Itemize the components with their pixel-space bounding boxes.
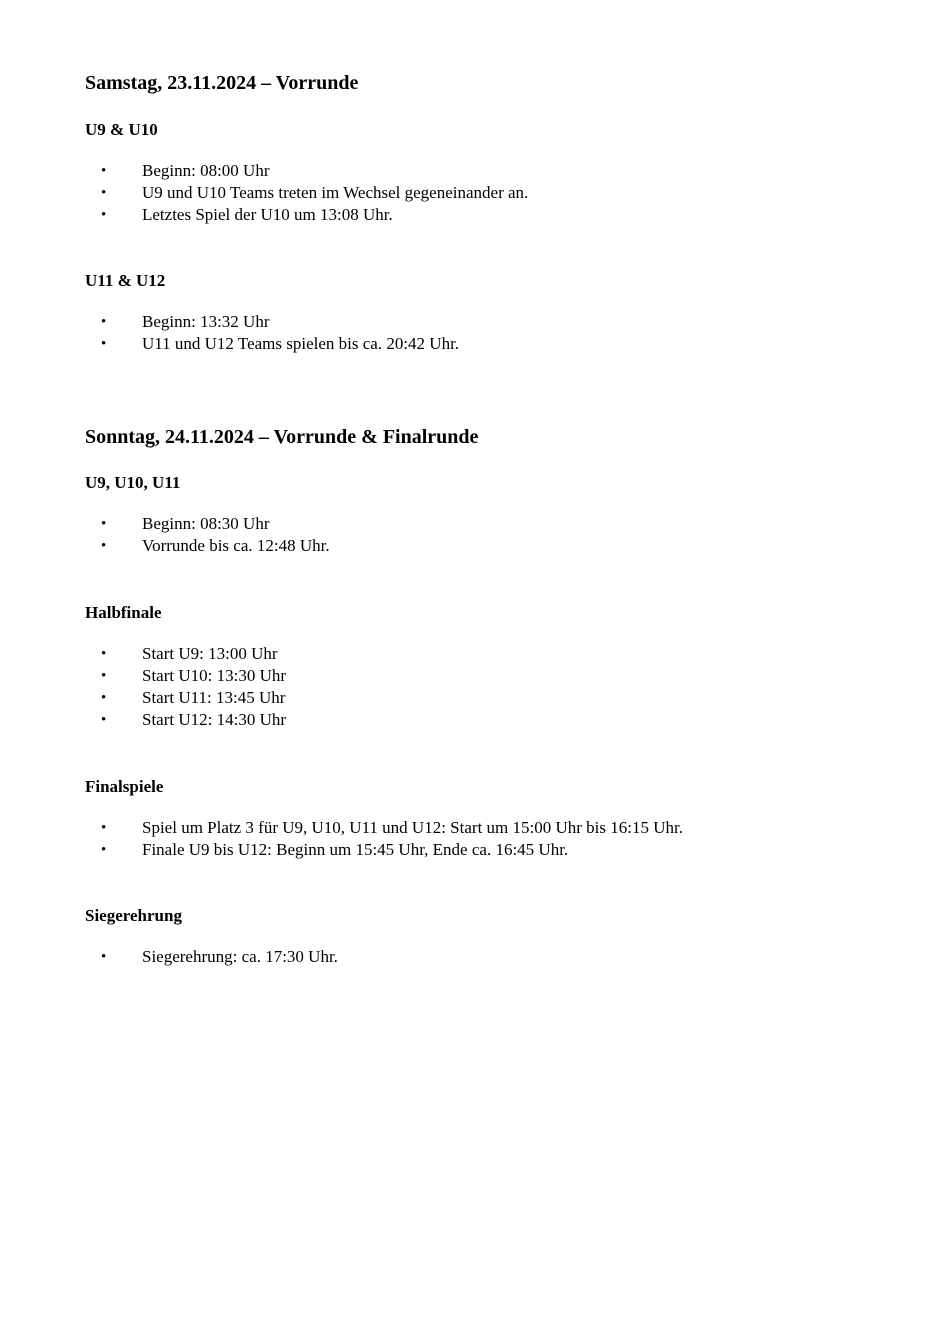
list-item — [0, 182, 528, 204]
list-item-text: Start U10: 13:30 Uhr — [142, 666, 287, 685]
list-item-text: Vorrunde bis ca. 12:48 Uhr. — [142, 536, 330, 555]
group-heading-finalspiele: Finalspiele — [85, 777, 164, 796]
list-item — [0, 535, 330, 557]
bullet-icon: • — [101, 185, 107, 201]
bullet-icon: • — [101, 949, 107, 965]
list-item — [0, 643, 286, 665]
bullet-icon: • — [101, 314, 107, 330]
list-item — [0, 333, 459, 355]
bullet-icon: • — [101, 336, 107, 352]
list-item-text: Beginn: 13:32 Uhr — [142, 312, 270, 331]
list-item-text: Start U12: 14:30 Uhr — [142, 710, 287, 729]
list-item — [0, 817, 683, 839]
list-item — [0, 687, 286, 709]
list-item-text: Spiel um Platz 3 für U9, U10, U11 und U12: Start um 15:00 Uhr bis 16:15 Uhr. — [142, 818, 683, 837]
bullet-list-u9-u10 — [0, 160, 528, 226]
list-item — [0, 709, 286, 731]
list-item-text: Letztes Spiel der U10 um 13:08 Uhr. — [142, 205, 393, 224]
list-item-text: Start U9: 13:00 Uhr — [142, 644, 278, 663]
list-item-text: U11 und U12 Teams spielen bis ca. 20:42 Uhr. — [142, 334, 460, 353]
day-heading-saturday: Samstag, 23.11.2024 – Vorrunde — [85, 72, 359, 94]
list-item-text: Beginn: 08:00 Uhr — [142, 161, 270, 180]
list-item-text: Finale U9 bis U12: Beginn um 15:45 Uhr, Ende ca. 16:45 Uhr. — [142, 840, 569, 859]
bullet-icon: • — [101, 538, 107, 554]
list-item — [0, 160, 528, 182]
bullet-icon: • — [101, 712, 107, 728]
list-item-text: Siegerehrung: ca. 17:30 Uhr. — [142, 947, 338, 966]
list-item-text: U9 und U10 Teams treten im Wechsel gegeneinander an. — [142, 183, 529, 202]
bullet-list-siegerehrung — [0, 946, 338, 968]
group-heading-u9-u10: U9 & U10 — [85, 120, 158, 139]
bullet-icon: • — [101, 690, 107, 706]
list-item — [0, 204, 528, 226]
bullet-icon: • — [101, 646, 107, 662]
bullet-list-u9-u10-u11 — [0, 513, 330, 557]
bullet-icon: • — [101, 516, 107, 532]
list-item-text: Beginn: 08:30 Uhr — [142, 514, 270, 533]
list-item-text: Start U11: 13:45 Uhr — [142, 688, 286, 707]
bullet-list-finalspiele — [0, 817, 683, 861]
group-heading-u11-u12: U11 & U12 — [85, 271, 166, 290]
list-item — [0, 311, 459, 333]
bullet-icon: • — [101, 668, 107, 684]
group-heading-halbfinale: Halbfinale — [85, 603, 162, 622]
bullet-icon: • — [101, 820, 107, 836]
list-item — [0, 946, 338, 968]
bullet-icon: • — [101, 207, 107, 223]
bullet-list-u11-u12 — [0, 311, 459, 355]
group-heading-u9-u10-u11: U9, U10, U11 — [85, 473, 181, 492]
bullet-icon: • — [101, 163, 107, 179]
list-item — [0, 513, 330, 535]
group-heading-siegerehrung: Siegerehrung — [85, 906, 182, 925]
bullet-icon: • — [101, 842, 107, 858]
list-item — [0, 839, 683, 861]
list-item — [0, 665, 286, 687]
bullet-list-halbfinale — [0, 643, 286, 731]
day-heading-sunday: Sonntag, 24.11.2024 – Vorrunde & Finalrunde — [85, 426, 479, 448]
